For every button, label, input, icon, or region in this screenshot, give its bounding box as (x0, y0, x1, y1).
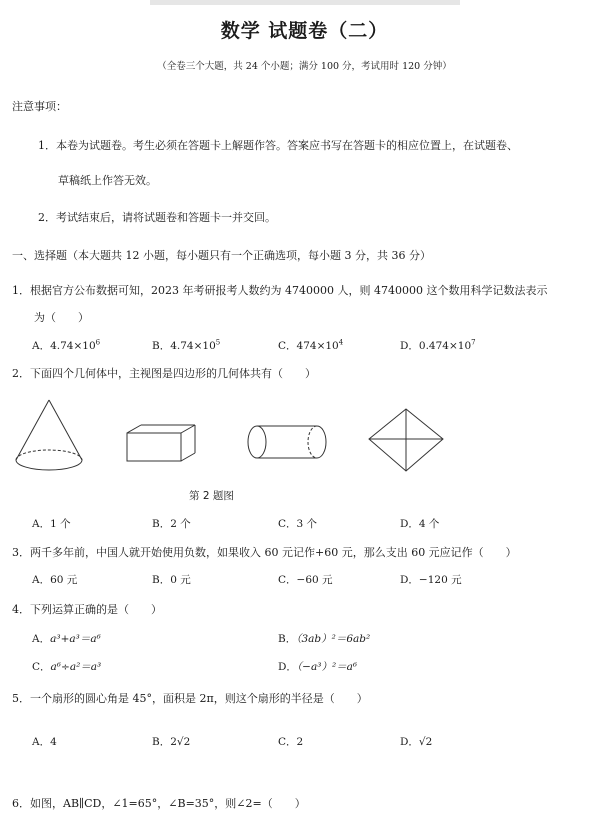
question-2-option-a: A．1 个 (32, 518, 71, 530)
question-4-option-c: C．a⁶÷a²＝a³ (32, 661, 102, 673)
question-3-option-a: A．60 元 (32, 574, 78, 586)
question-2-option-c: C．3 个 (278, 518, 318, 530)
question-1-option-d: D．$0.474\times 10^7$ (400, 338, 476, 352)
question-2-option-d: D．4 个 (400, 518, 440, 530)
question-4-option-d: D．（−a³）²＝a⁶ (278, 661, 358, 673)
question-1-option-b: B．$4.74\times 10^5$ (152, 338, 221, 352)
cylinder-figure (246, 424, 330, 462)
section-1-heading: 一、选择题（本大题共 12 小题，每小题只有一个正确选项，每小题 3 分，共 36 分） (12, 249, 431, 262)
question-1-stem-line-1: 1．根据官方公布数据可知，2023 年考研报考人数约为 4740000 人，则 4740000 这个数用科学记数法表示 (12, 284, 548, 297)
question-3-option-c: C．−60 元 (278, 574, 333, 586)
page-subtitle: （全卷三个大题，共 24 个小题；满分 100 分，考试用时 120 分钟） (157, 61, 452, 72)
question-5-option-c: C．2 (278, 736, 304, 748)
notes-heading: 注意事项： (12, 100, 67, 113)
cropped-header-strip (150, 0, 460, 5)
question-1-stem-line-2: 为（ ） (34, 311, 89, 324)
cuboid-figure (126, 424, 198, 464)
question-6-stem: 6．如图，AB∥CD，∠1=65°，∠B=35°，则∠2=（ ） (12, 797, 306, 810)
question-5-stem: 5．一个扇形的圆心角是 45°，面积是 2π，则这个扇形的半径是（ ） (12, 692, 368, 705)
question-3-stem: 3．两千多年前，中国人就开始使用负数，如果收入 60 元记作+60 元，那么支出 60 元应记作（ ） (12, 546, 517, 559)
question-4-option-b: B．（3ab）²＝6ab² (278, 633, 371, 645)
question-4-stem: 4．下列运算正确的是（ ） (12, 603, 162, 616)
question-4-option-a: A．a³+a³＝a⁶ (32, 633, 101, 645)
question-2-figure-caption: 第 2 题图 (189, 490, 234, 502)
question-5-option-a: A．4 (32, 736, 57, 748)
note-item-2: 2．考试结束后，请将试题卷和答题卡一并交回。 (38, 211, 276, 224)
question-3-option-b: B．0 元 (152, 574, 191, 586)
question-5-option-d: D．√2 (400, 736, 433, 748)
page-title: 数学 试题卷（二） (220, 20, 389, 42)
question-5-option-b: B．2√2 (152, 736, 191, 748)
question-3-option-d: D．−120 元 (400, 574, 462, 586)
note-item-1-line-1: 1．本卷为试题卷。考生必须在答题卡上解题作答。答案应书写在答题卡的相应位置上，在试题卷、 (38, 139, 518, 152)
cone-figure (14, 398, 84, 476)
question-1-option-c: C．$474\times 10^4$ (278, 338, 344, 352)
question-2-option-b: B．2 个 (152, 518, 191, 530)
square-pyramid-figure (368, 408, 444, 474)
note-item-1-line-2: 草稿纸上作答无效。 (58, 174, 157, 187)
question-2-stem: 2．下面四个几何体中，主视图是四边形的几何体共有（ ） (12, 367, 316, 380)
question-1-option-a: A．$4.74\times 10^6$ (32, 338, 101, 352)
